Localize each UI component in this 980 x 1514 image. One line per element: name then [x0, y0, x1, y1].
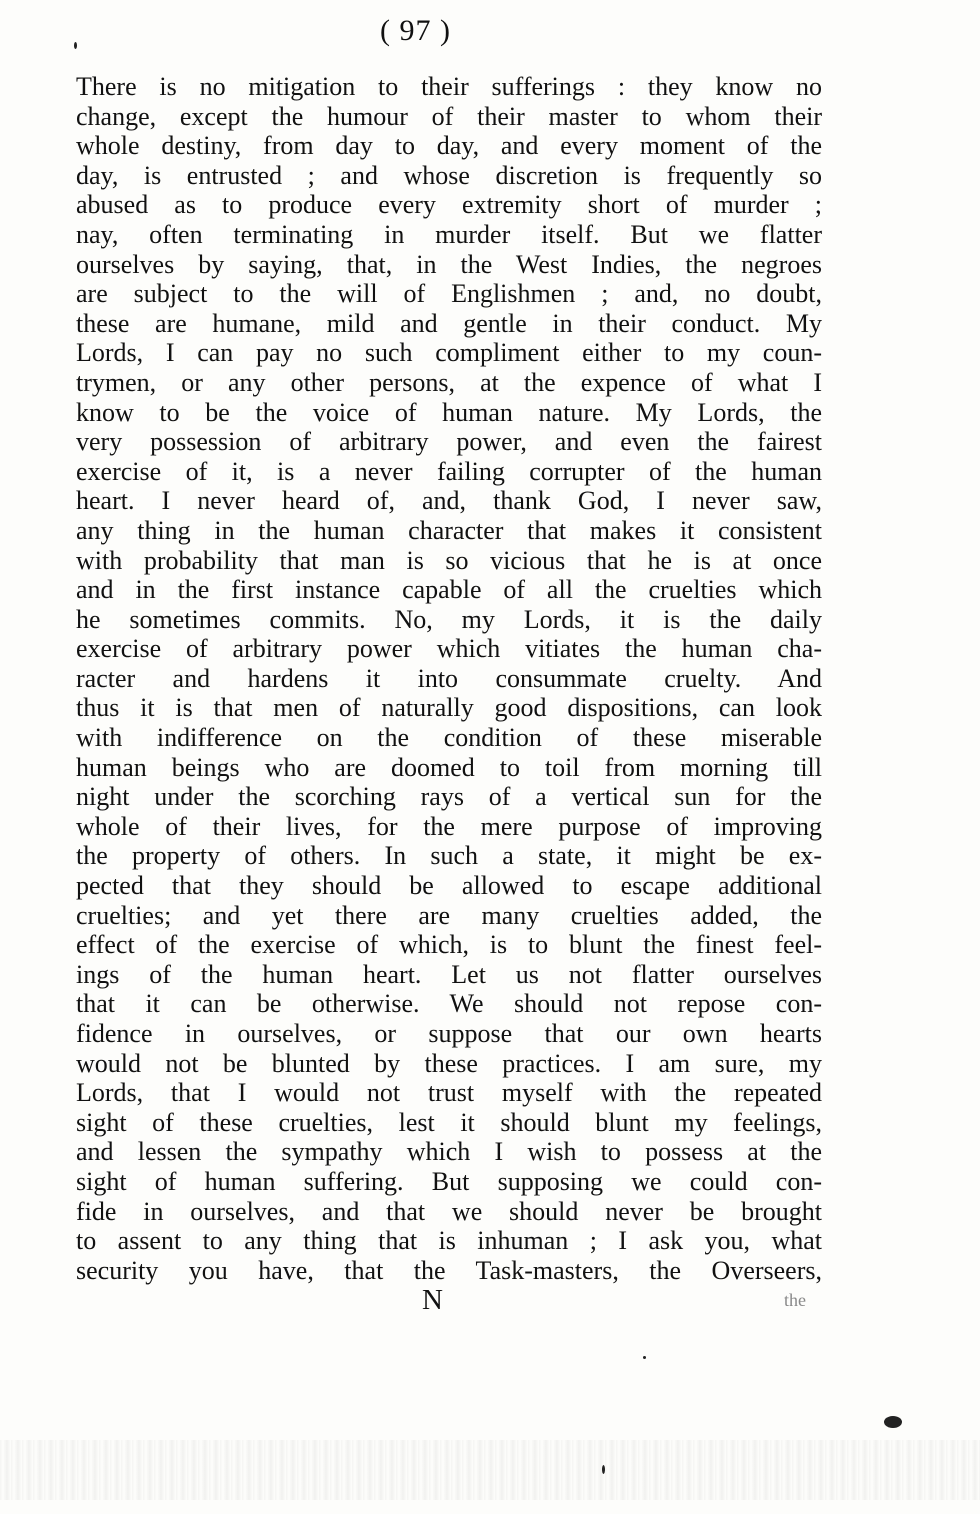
text-line: exercise of arbitrary power which vitiates the human cha- — [76, 634, 822, 664]
text-line: would not be blunted by these practices. I am sure, my — [76, 1048, 822, 1078]
text-line: thus it is that men of naturally good dispositions, can look — [76, 693, 822, 723]
text-line: whole of their lives, for the mere purpose of improving — [76, 811, 822, 841]
text-line: very possession of arbitrary power, and even the fairest — [76, 427, 822, 457]
text-line: know to be the voice of human nature. My Lords, the — [76, 397, 822, 427]
text-line: nay, often terminating in murder itself. But we flatter — [76, 219, 822, 249]
text-line: with indifference on the condition of these miserable — [76, 723, 822, 753]
text-line: cruelties; and yet there are many cruelties added, the — [76, 900, 822, 930]
text-line: abused as to produce every extremity short of murder ; — [76, 190, 822, 220]
text-line: pected that they should be allowed to escape additional — [76, 871, 822, 901]
body-text — [76, 72, 822, 1285]
text-line: human beings who are doomed to toil from morning till — [76, 752, 822, 782]
text-line: the property of others. In such a state, it might be ex- — [76, 841, 822, 871]
text-line: any thing in the human character that makes it consistent — [76, 515, 822, 545]
text-line: effect of the exercise of which, is to blunt the finest feel- — [76, 930, 822, 960]
text-line: he sometimes commits. No, my Lords, it is the daily — [76, 604, 822, 634]
text-line: racter and hardens it into consummate cruelty. And — [76, 663, 822, 693]
text-line: and lessen the sympathy which I wish to possess at the — [76, 1137, 822, 1167]
text-line: whole destiny, from day to day, and every moment of the — [76, 131, 822, 161]
text-line: with probability that man is so vicious that he is at once — [76, 545, 822, 575]
text-line: heart. I never heard of, and, thank God, I never saw, — [76, 486, 822, 516]
text-line: are subject to the will of Englishmen ; and, no doubt, — [76, 279, 822, 309]
scan-edge-noise — [0, 1440, 980, 1500]
page-number: ( 97 ) — [380, 14, 451, 47]
text-line: fide in ourselves, and that we should never be brought — [76, 1196, 822, 1226]
text-line: fidence in ourselves, or suppose that our own hearts — [76, 1019, 822, 1048]
text-line: ourselves by saying, that, in the West Indies, the negroes — [76, 249, 822, 279]
text-line: to assent to any thing that is inhuman ; I ask you, what — [76, 1226, 822, 1256]
signature-mark: N — [422, 1284, 443, 1316]
text-line: day, is entrusted ; and whose discretion is frequently so — [76, 160, 822, 190]
text-line: exercise of it, is a never failing corrupter of the human — [76, 456, 822, 486]
text-line: and in the first instance capable of all the cruelties which — [76, 575, 822, 605]
ink-speck — [74, 42, 77, 49]
text-line: sight of human suffering. But supposing we could con- — [76, 1166, 822, 1196]
text-line: trymen, or any other persons, at the expence of what I — [76, 367, 822, 397]
text-line: change, except the humour of their master to whom their — [76, 101, 822, 131]
text-line: that it can be otherwise. We should not repose con- — [76, 989, 822, 1019]
text-line: night under the scorching rays of a vertical sun for the — [76, 782, 822, 812]
text-line: these are humane, mild and gentle in their conduct. My — [76, 308, 822, 338]
text-line: Lords, I can pay no such compliment either to my coun- — [76, 338, 822, 368]
ink-speck — [884, 1416, 902, 1428]
text-line: sight of these cruelties, lest it should blunt my feelings, — [76, 1107, 822, 1137]
text-line: security you have, that the Task-masters, the Overseers, — [76, 1255, 822, 1285]
text-line: ings of the human heart. Let us not flatter ourselves — [76, 959, 822, 989]
text-line: There is no mitigation to their sufferings : they know no — [76, 72, 822, 101]
text-line: Lords, that I would not trust myself with the repeated — [76, 1078, 822, 1108]
catchword: the — [784, 1290, 806, 1310]
ink-speck — [643, 1356, 646, 1359]
